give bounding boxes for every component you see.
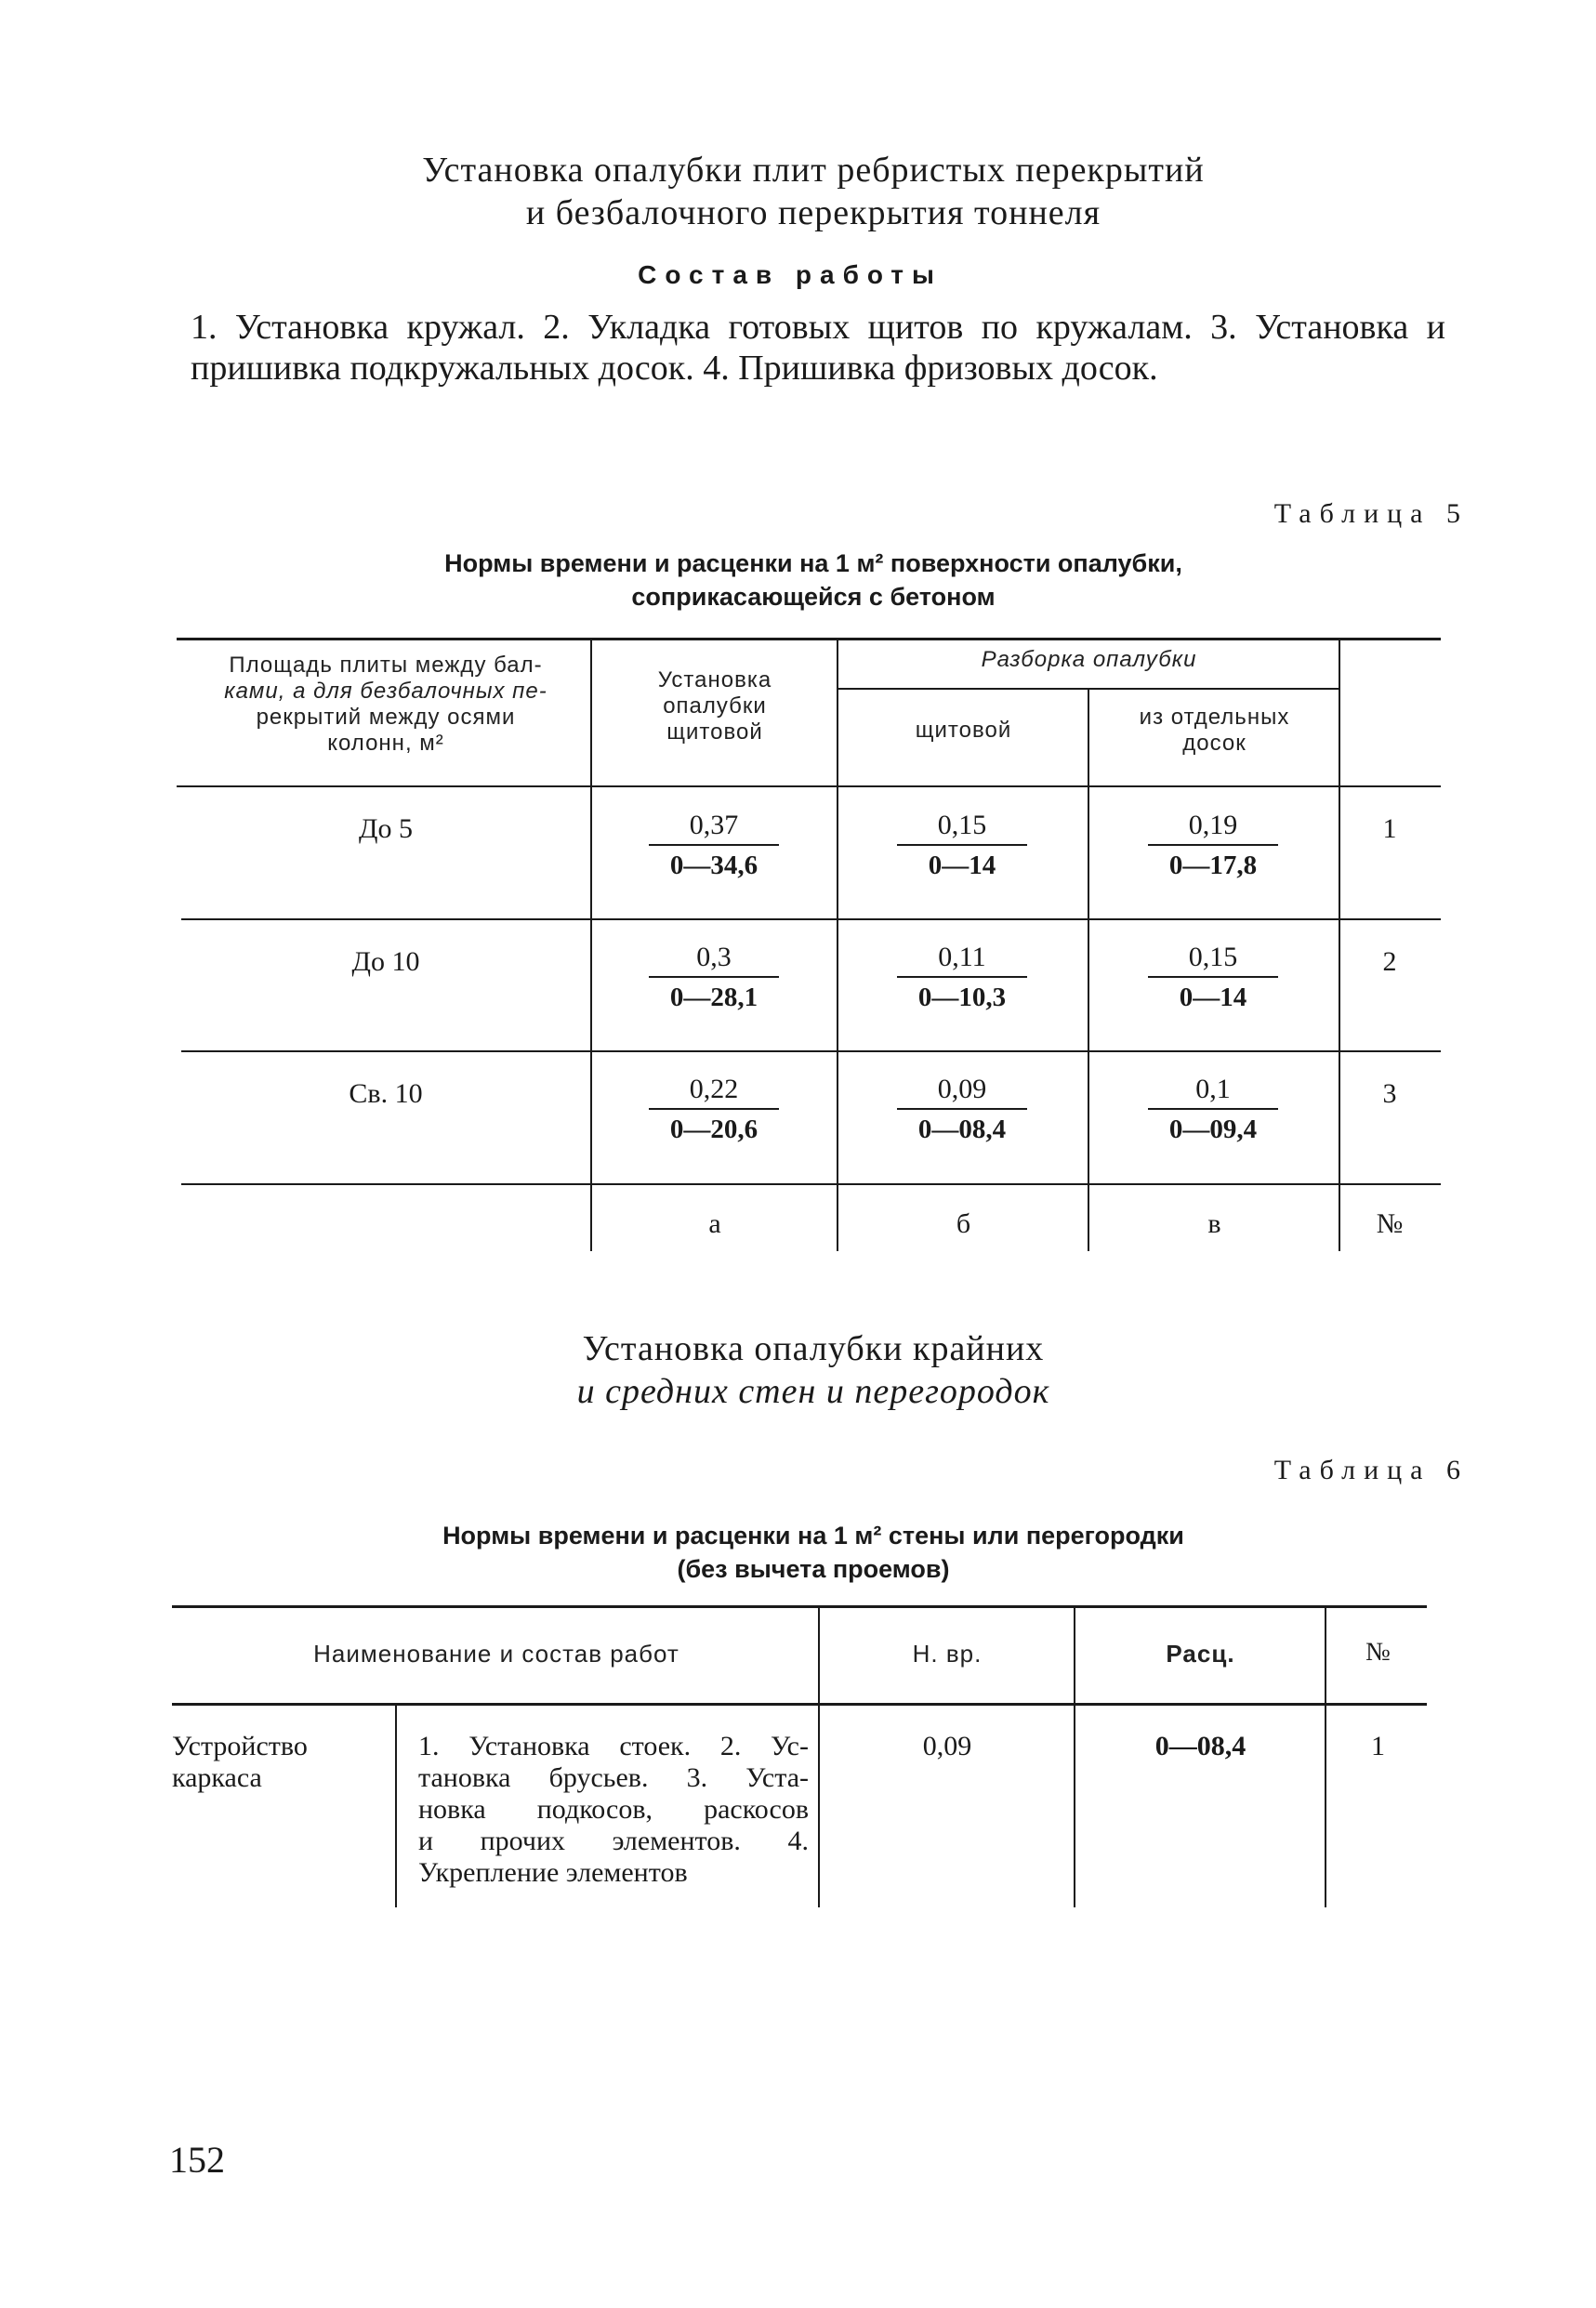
price-value: 0—14 <box>1179 983 1247 1012</box>
section2-title-line2: и средних стен и перегородок <box>576 1372 1050 1411</box>
norm-value: 0,37 <box>689 810 739 840</box>
table6-header-rule <box>172 1703 1427 1706</box>
section-title-line2: и безбалочного перекрытия тоннеля <box>525 193 1101 232</box>
table5-footer-no: № <box>1376 1208 1404 1239</box>
cell-text: Укрепление элементов <box>418 1857 688 1888</box>
norm-value: 0,09 <box>937 1074 987 1104</box>
header-text: досок <box>1182 731 1246 756</box>
price-value: 0—20,6 <box>669 1114 758 1144</box>
cell-text: каркаса <box>172 1762 262 1793</box>
header-text: колонн, м² <box>327 731 444 756</box>
cell-text: Устройство <box>172 1731 308 1761</box>
table6-col-rule <box>1325 1605 1326 1907</box>
cell-text: новка подкосов, раскосов <box>418 1794 809 1825</box>
table6-caption-line2: (без вычета проемов) <box>677 1555 950 1583</box>
header-text: рекрытий между осями <box>256 705 516 730</box>
table6-header-norm: Н. вр. <box>912 1640 983 1668</box>
table5-header-dismantle: Разборка опалубки <box>981 647 1197 672</box>
table6-col-rule <box>1074 1605 1075 1907</box>
price-value: 0—28,1 <box>669 983 758 1012</box>
cell-text: 1. Установка стоек. 2. Ус- <box>418 1731 809 1761</box>
work-composition-text: 1. Установка кружал. 2. Укладка готовых щитов по кружалам. 3. Установка и пришивка подкружальных досок. 4. Пришивка фризовых досок. <box>191 308 1445 388</box>
norm-value: 0,11 <box>938 942 986 972</box>
table6-header-price: Расц. <box>1166 1640 1235 1668</box>
table6-top-rule <box>172 1605 1427 1608</box>
section2-title-line1: Установка опалубки крайних <box>582 1329 1045 1368</box>
price-value: 0—10,3 <box>917 983 1007 1012</box>
header-text: из отдельных <box>1139 705 1290 730</box>
table6-row-norm: 0,09 <box>922 1731 972 1761</box>
table6-label: Таблица 6 <box>1273 1455 1469 1485</box>
table5-label: Таблица 5 <box>1273 498 1469 529</box>
header-text: Площадь плиты между бал- <box>229 653 543 678</box>
norm-value: 0,15 <box>1188 942 1238 972</box>
table5-row1-area: До 5 <box>359 813 413 844</box>
norm-value: 0,15 <box>937 810 987 840</box>
table6-header-name: Наименование и состав работ <box>313 1640 679 1668</box>
price-value: 0—09,4 <box>1168 1114 1258 1144</box>
table6-col-rule <box>395 1703 397 1907</box>
table5-caption-line1: Нормы времени и расценки на 1 м² поверхности опалубки, <box>444 549 1182 577</box>
page-number: 152 <box>169 2139 225 2181</box>
table6-row-price: 0—08,4 <box>1154 1731 1246 1761</box>
header-text: Установка <box>657 667 772 692</box>
price-value: 0—14 <box>928 851 996 880</box>
table5-header-dismantle-shield: щитовой <box>915 718 1012 743</box>
table5-footer-c: в <box>1207 1208 1221 1239</box>
table6-row-work <box>418 1731 809 1889</box>
header-text: щитовой <box>666 719 763 745</box>
table5-row2-number: 2 <box>1382 946 1397 977</box>
header-text: ками, а для безбалочных пе- <box>224 679 547 704</box>
price-value: 0—08,4 <box>917 1114 1007 1144</box>
table5-footer-b: б <box>956 1208 971 1239</box>
price-value: 0—17,8 <box>1168 851 1258 880</box>
table5-caption-line2: соприкасающейся с бетоном <box>631 583 996 611</box>
table6-caption-line1: Нормы времени и расценки на 1 м² стены или перегородки <box>442 1522 1184 1550</box>
table5-row1-number: 1 <box>1382 813 1397 844</box>
table6-row-name <box>172 1731 390 1794</box>
cell-text: и прочих элементов. 4. <box>418 1826 809 1856</box>
header-text: опалубки <box>663 693 767 719</box>
norm-value: 0,19 <box>1188 810 1238 840</box>
table6-col-rule <box>818 1605 820 1907</box>
price-value: 0—34,6 <box>669 851 758 880</box>
table5-row2-area: До 10 <box>351 946 420 977</box>
table5-row3-area: Св. 10 <box>349 1078 423 1109</box>
table6-row-number: 1 <box>1371 1731 1385 1761</box>
norm-value: 0,3 <box>696 942 732 972</box>
table5-row3-number: 3 <box>1382 1078 1397 1109</box>
norm-value: 0,22 <box>689 1074 739 1104</box>
work-composition-heading: Состав работы <box>638 260 943 289</box>
section-title-line1: Установка опалубки плит ребристых перекрытий <box>422 151 1205 190</box>
table6-header-no: № <box>1365 1638 1391 1667</box>
table5-footer-a: а <box>708 1208 721 1239</box>
norm-value: 0,1 <box>1195 1074 1231 1104</box>
cell-text: тановка брусьев. 3. Уста- <box>418 1762 809 1793</box>
